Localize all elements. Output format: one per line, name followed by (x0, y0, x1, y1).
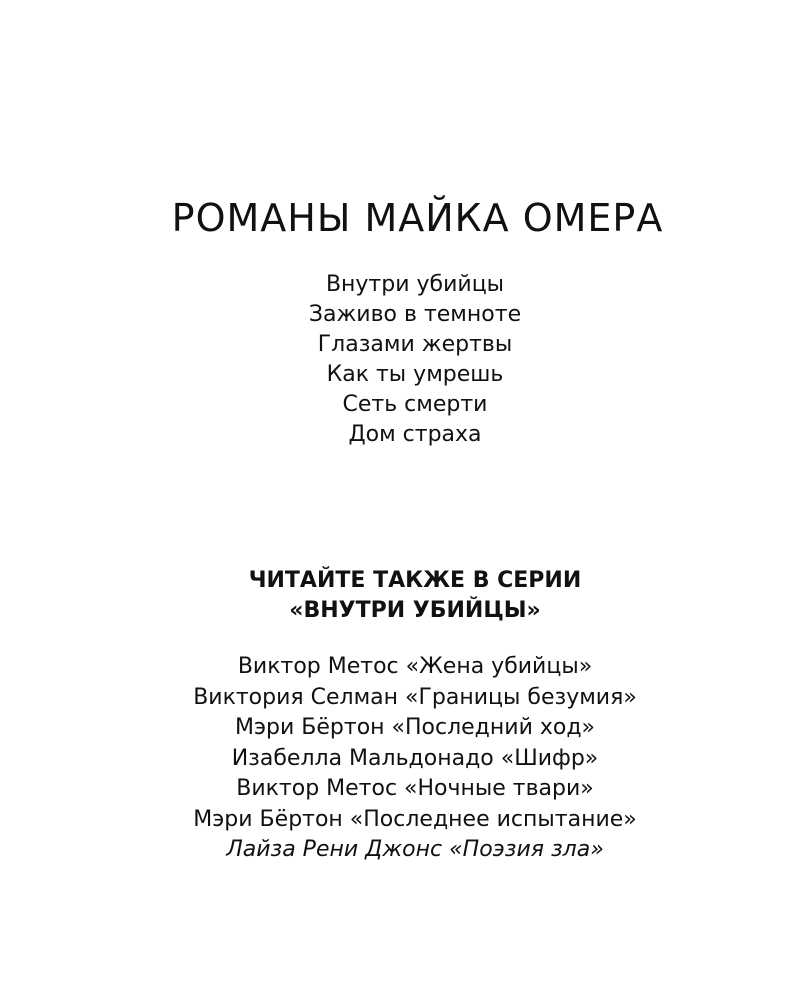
novel-item: Внутри убийцы (325, 272, 505, 297)
series-book-item: Изабелла Мальдонадо «Шифр» (231, 745, 599, 771)
series-book-item: Виктор Метос «Жена убийцы» (237, 654, 593, 679)
series-book-item: Виктор Метос «Ночные твари» (236, 776, 594, 801)
series-book-item: Мэри Бёртон «Последнее испытание» (193, 806, 637, 832)
novel-item: Сеть смерти (342, 392, 488, 417)
series-book-item: Виктория Селман «Границы безумия» (193, 684, 637, 710)
series-book-item: Мэри Бёртон «Последний ход» (234, 715, 596, 740)
novel-item: Как ты умрешь (326, 362, 504, 387)
novel-item: Заживо в темноте (308, 302, 522, 327)
series-heading (0, 566, 800, 626)
novel-item: Дом страха (348, 422, 482, 447)
novels-list (0, 270, 800, 450)
page-title: РОМАНЫ МАЙКА ОМЕРА (171, 196, 664, 240)
series-book-item: Лайза Рени Джонс «Поэзия зла» (226, 837, 604, 862)
series-heading-line: ЧИТАЙТЕ ТАКЖЕ В СЕРИИ (248, 568, 582, 593)
novel-item: Глазами жертвы (317, 332, 513, 357)
series-heading-line: «ВНУТРИ УБИЙЦЫ» (289, 598, 541, 623)
series-books-list (0, 652, 800, 866)
